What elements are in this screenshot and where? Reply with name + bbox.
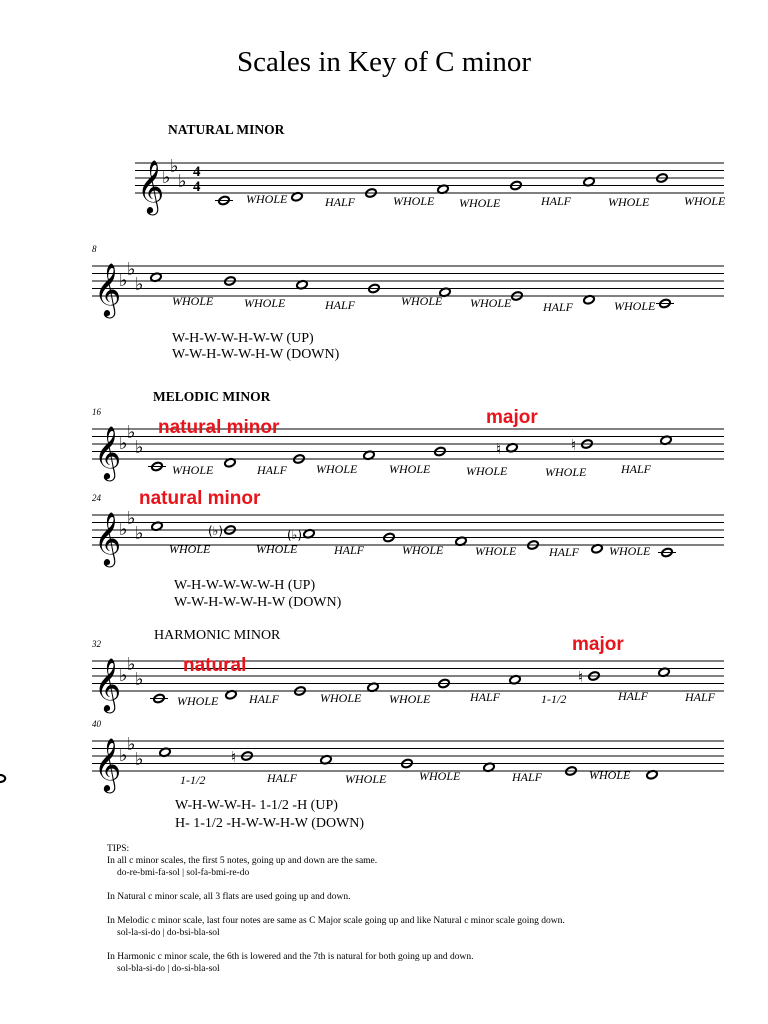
harmonic-formula-up: W-H-W-W-H- 1-1/2 -H (UP) xyxy=(175,798,338,813)
courtesy-flat-icon: (♭) xyxy=(287,527,303,542)
interval-label: WHOLE xyxy=(475,544,517,558)
staff-melodic-up xyxy=(0,398,768,488)
flat-icon: ♭ xyxy=(170,155,179,177)
interval-label: HALF xyxy=(334,543,364,557)
interval-label: HALF xyxy=(470,690,500,704)
interval-label: HALF xyxy=(618,689,648,703)
staff-harmonic-up xyxy=(0,630,768,720)
natural-formula-down: W-W-H-W-W-H-W (DOWN) xyxy=(172,347,340,362)
scale-annotation: natural minor xyxy=(139,488,261,509)
scale-annotation: major xyxy=(572,634,624,655)
interval-label: HALF xyxy=(325,195,355,209)
staff-melodic-down xyxy=(0,480,768,570)
interval-label: HALF xyxy=(685,690,715,704)
interval-label: HALF xyxy=(325,298,355,312)
interval-label: WHOLE xyxy=(393,194,435,208)
measure-number: 8 xyxy=(92,244,97,254)
time-signature-top: 4 xyxy=(193,164,201,180)
interval-label: WHOLE xyxy=(402,543,444,557)
natural-sign-icon: ♮ xyxy=(231,748,237,766)
flat-icon: ♭ xyxy=(135,436,144,458)
interval-label: WHOLE xyxy=(401,294,443,308)
treble-clef-icon: 𝄞 xyxy=(94,657,122,711)
scale-annotation: major xyxy=(486,407,538,428)
interval-label: HALF xyxy=(512,770,542,784)
interval-label: HALF xyxy=(549,545,579,559)
interval-label: WHOLE xyxy=(466,464,508,478)
flat-icon: ♭ xyxy=(119,665,128,686)
tip-3-text: In Melodic c minor scale, last four notes are same as C Major scale going up and like Natural c minor scale going down. xyxy=(107,916,565,926)
natural-minor-heading: NATURAL MINOR xyxy=(168,122,285,137)
interval-label: HALF xyxy=(249,692,279,706)
treble-clef-icon: 𝄞 xyxy=(94,425,122,479)
whole-note-icon xyxy=(0,775,5,782)
flat-icon: ♭ xyxy=(119,745,128,766)
natural-sign-icon: ♮ xyxy=(571,436,577,454)
treble-clef-icon: 𝄞 xyxy=(94,511,122,565)
flat-icon: ♭ xyxy=(127,421,136,443)
tip-1-text: In all c minor scales, the first 5 notes, going up and down are the same. xyxy=(107,856,378,866)
interval-label: WHOLE xyxy=(589,768,631,782)
harmonic-minor-heading: HARMONIC MINOR xyxy=(154,628,281,643)
flat-icon: ♭ xyxy=(135,273,144,295)
interval-label: WHOLE xyxy=(320,691,362,705)
time-signature-bottom: 4 xyxy=(193,179,201,195)
interval-label: WHOLE xyxy=(172,463,214,477)
tip-4-solfege: sol-bla-si-do | do-si-bla-sol xyxy=(117,964,220,974)
scale-annotation: natural minor xyxy=(158,417,280,438)
flat-icon: ♭ xyxy=(135,522,144,544)
interval-label: WHOLE xyxy=(459,196,501,210)
flat-icon: ♭ xyxy=(135,748,144,770)
interval-label: WHOLE xyxy=(470,296,512,310)
flat-icon: ♭ xyxy=(119,433,128,454)
interval-label: 1-1/2 xyxy=(180,773,206,787)
tips-block xyxy=(107,843,747,975)
interval-label: WHOLE xyxy=(246,192,288,206)
interval-label: WHOLE xyxy=(316,462,358,476)
tips-heading: TIPS: xyxy=(107,844,130,854)
interval-label: 1-1/2 xyxy=(541,692,567,706)
flat-icon: ♭ xyxy=(127,507,136,529)
treble-clef-icon: 𝄞 xyxy=(94,737,122,791)
interval-label: WHOLE xyxy=(389,692,431,706)
interval-label: WHOLE xyxy=(345,772,387,786)
flat-icon: ♭ xyxy=(135,668,144,690)
interval-label: HALF xyxy=(621,462,651,476)
courtesy-flat-icon: (♭) xyxy=(208,524,224,538)
flat-icon: ♭ xyxy=(127,733,136,755)
measure-number: 40 xyxy=(92,719,101,729)
melodic-formula-down: W-W-H-W-W-H-W (DOWN) xyxy=(174,595,342,610)
flat-icon: ♭ xyxy=(127,653,136,675)
flat-icon: ♭ xyxy=(178,170,187,192)
treble-clef-icon: 𝄞 xyxy=(137,159,165,213)
measure-number: 24 xyxy=(92,493,101,503)
measure-number: 16 xyxy=(92,407,101,417)
flat-icon: ♭ xyxy=(162,167,171,188)
tip-1-solfege: do-re-bmi-fa-sol | sol-fa-bmi-re-do xyxy=(117,868,250,878)
interval-label: WHOLE xyxy=(614,299,656,313)
interval-label: HALF xyxy=(541,194,571,208)
interval-label: WHOLE xyxy=(684,194,726,208)
interval-label: WHOLE xyxy=(545,465,587,479)
interval-label: WHOLE xyxy=(169,542,211,556)
staff-natural-down xyxy=(0,236,768,326)
interval-label: WHOLE xyxy=(389,462,431,476)
page-title: Scales in Key of C minor xyxy=(237,46,531,78)
measure-number: 32 xyxy=(92,639,101,649)
interval-label: HALF xyxy=(257,463,287,477)
flat-icon: ♭ xyxy=(127,258,136,280)
interval-label: WHOLE xyxy=(608,195,650,209)
tip-2-text: In Natural c minor scale, all 3 flats are used going up and down. xyxy=(107,892,351,902)
interval-label: WHOLE xyxy=(244,296,286,310)
interval-label: WHOLE xyxy=(256,542,298,556)
interval-label: HALF xyxy=(543,300,573,314)
interval-label: WHOLE xyxy=(172,294,214,308)
natural-formula-up: W-H-W-W-H-W-W (UP) xyxy=(172,331,314,346)
natural-sign-icon: ♮ xyxy=(578,668,584,686)
staff-harmonic-down xyxy=(0,710,768,800)
melodic-formula-up: W-H-W-W-W-W-H (UP) xyxy=(174,578,316,593)
interval-label: WHOLE xyxy=(609,544,651,558)
tip-3-solfege: sol-la-si-do | do-bsi-bla-sol xyxy=(117,928,220,938)
scale-annotation: natural xyxy=(183,655,247,676)
tip-4-text: In Harmonic c minor scale, the 6th is lowered and the 7th is natural for both going up and down. xyxy=(107,952,474,962)
interval-label: HALF xyxy=(267,771,297,785)
flat-icon: ♭ xyxy=(119,519,128,540)
melodic-minor-heading: MELODIC MINOR xyxy=(153,389,271,404)
flat-icon: ♭ xyxy=(119,270,128,291)
harmonic-formula-down: H- 1-1/2 -H-W-W-H-W (DOWN) xyxy=(175,816,365,831)
treble-clef-icon: 𝄞 xyxy=(94,262,122,316)
interval-label: WHOLE xyxy=(419,769,461,783)
natural-sign-icon: ♮ xyxy=(496,439,502,458)
interval-label: WHOLE xyxy=(177,694,219,708)
